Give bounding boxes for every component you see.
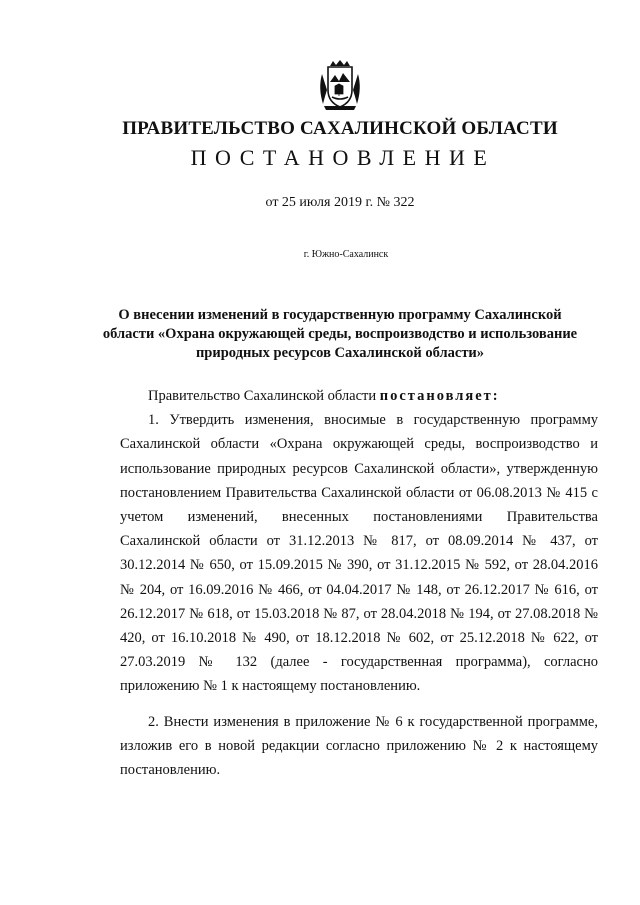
- decree-body: [120, 384, 598, 782]
- government-title: ПРАВИТЕЛЬСТВО САХАЛИНСКОЙ ОБЛАСТИ: [122, 118, 558, 139]
- preamble-text: Правительство Сахалинской области: [148, 388, 380, 404]
- preamble: [120, 384, 598, 408]
- decree-item-2: 2. Внести изменения в приложение № 6 к государственной программе, изложив его в новой редакции согласно приложению № 2 к настоящему постановлению.: [120, 713, 598, 779]
- coat-of-arms-emblem: [315, 60, 365, 112]
- decree-subject: О внесении изменений в государственную программу Сахалинской области «Охрана окружающей среды, воспроизводство и использование природных ресурсов Сахалинской области»: [102, 307, 578, 361]
- document-type-title: ПОСТАНОВЛЕНИЕ: [190, 145, 496, 170]
- decree-item-1: 1. Утвердить изменения, вносимые в государственную программу Сахалинской области «Охрана окружающей среды, воспроизводство и использование природных ресурсов Сахалинской области», утвержденную постановлением Правительства Сахалинской области от 06.08.2013 № 415 с учетом изменений, внесенных постановлениями Правительства Сахалинской области от 31.12.2013 № 817, от 08.09.2014 № 437, от 30.12.2014 № 650, от 15.09.2015 № 390, от 31.12.2015 № 592, от 28.04.2016 № 204, от 16.09.2016 № 466, от 04.04.2017 № 148, от 26.12.2017 № 616, от 26.12.2017 № 618, от 15.03.2018 № 87, от 28.04.2018 № 194, от 27.08.2018 № 420, от 16.10.2018 № 490, от 18.12.2018 № 602, от 25.12.2018 № 622, от 27.03.2019 № 132 (далее - государственная программа), согласно приложению № 1 к настоящему постановлению.: [120, 412, 598, 695]
- city-name: г. Южно-Сахалинск: [303, 249, 389, 260]
- preamble-verb: постановляет:: [379, 388, 500, 404]
- date-and-number: от 25 июля 2019 г. № 322: [265, 195, 415, 210]
